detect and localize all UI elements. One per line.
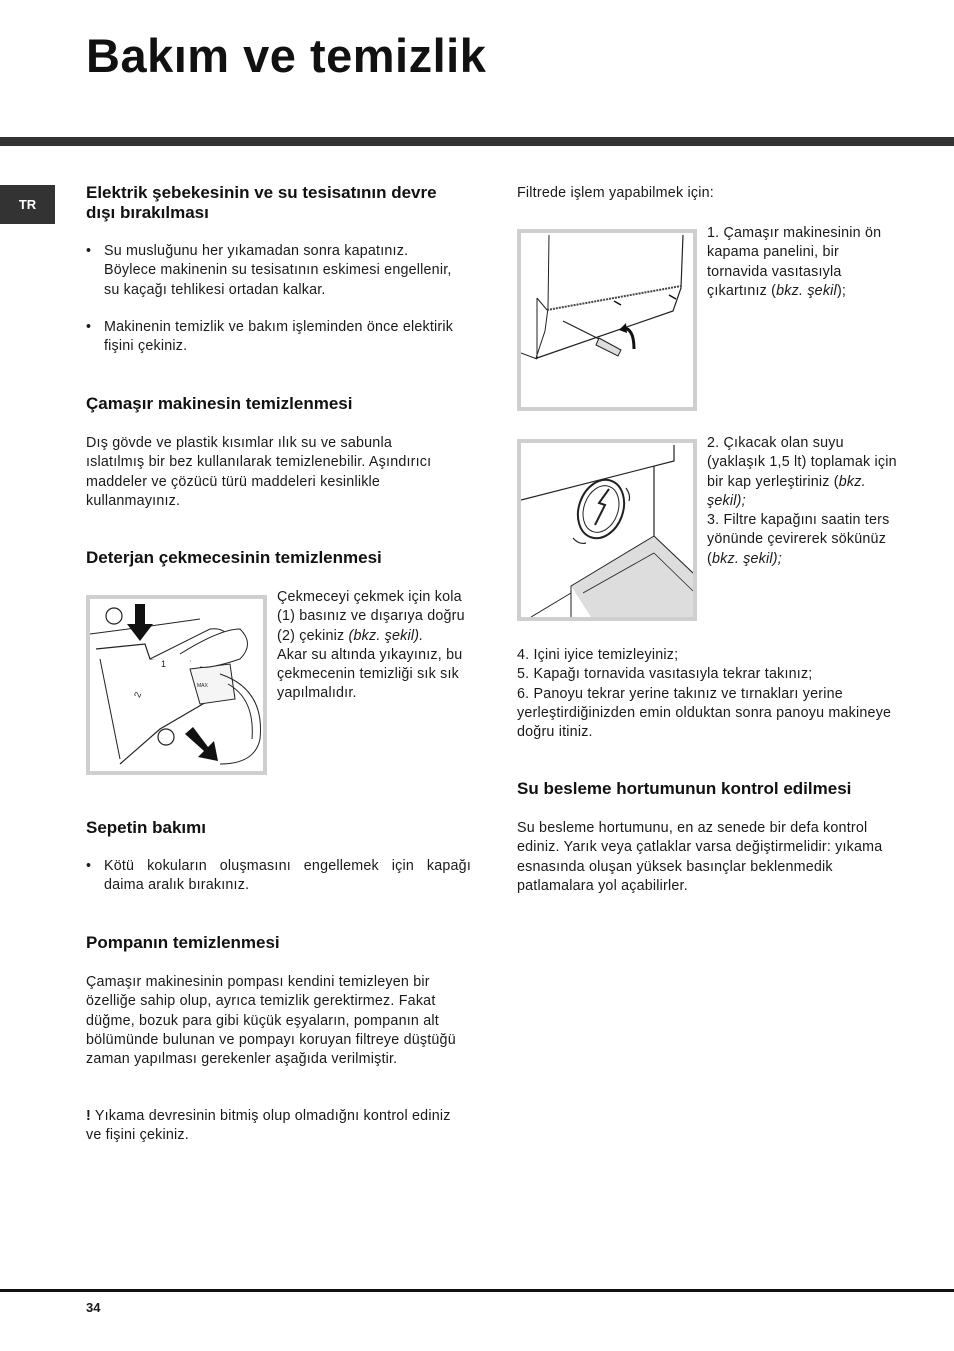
section-heading-pump-cleaning: Pompanın temizlenmesi bbox=[86, 933, 280, 952]
warning-icon: ! bbox=[86, 1108, 91, 1124]
figure-reference: bkz. şekil bbox=[776, 282, 837, 299]
step-6: 6. Panoyu tekrar yerine takınız ve tırnakları yerine yerleştirdiğinizden emin olduktan sonra panoyu makineye doğru itiniz. bbox=[517, 685, 892, 741]
step-1-text: 1. Çamaşır makinesinin ön kapama panelini, bir tornavida vasıtasıyla çıkartınız (bkz. şekil); bbox=[707, 225, 882, 299]
hose-check-text: Su besleme hortumunu, en az senede bir defa kontrol ediniz. Yarık veya çatlaklar varsa değiştirmelidir: yıkama esnasında oluşan yüksek basınçlar beklenmedik patlamalara yol açabilirler. bbox=[517, 820, 883, 894]
figure-reference: bkz. şekil bbox=[707, 473, 866, 509]
detergent-drawer-figure bbox=[86, 595, 267, 775]
list-item: • Makinenin temizlik ve bakım işleminden önce elektirik fişini çekiniz. bbox=[86, 318, 456, 357]
figure-reference: (bkz. şekil). bbox=[348, 627, 424, 644]
filter-cap-illustration bbox=[521, 443, 693, 617]
steps-4-6 bbox=[517, 646, 897, 742]
front-panel-illustration bbox=[521, 233, 693, 407]
filter-intro: Filtrede işlem yapabilmek için: bbox=[517, 185, 714, 201]
page-title: Bakım ve temizlik bbox=[86, 29, 487, 82]
pump-cleaning-text: Çamaşır makinesinin pompası kendini temizleyen bir özelliğe sahip olup, ayrıca temizlik gerektirmez. Fakat düğme, bozuk para gibi küçük eşyaların, pompanın alt bölümünde bulunan ve pompayı koruyan filtreye düştüğü zaman yapılması gerekenler aşağıda verilmiştir. bbox=[86, 974, 456, 1068]
section-heading-drum-care: Sepetin bakımı bbox=[86, 818, 206, 837]
front-panel-figure bbox=[517, 229, 697, 411]
figure-label-max: MAX bbox=[197, 683, 208, 689]
filter-cap-figure bbox=[517, 439, 697, 621]
drum-care-list bbox=[86, 857, 471, 896]
figure-label-2: 2 bbox=[132, 690, 144, 699]
figure-label-1: 1 bbox=[161, 659, 167, 669]
step-5: 5. Kapağı tornavida vasıtasıyla tekrar takınız; bbox=[517, 666, 813, 683]
machine-cleaning-text: Dış gövde ve plastik kısımlar ılık su ve sabunla ıslatılmış bir bez kullanılarak temizlenebilir. Aşındırıcı maddeler ve çözücü türü maddeleri kesinlikle kullanmayınız. bbox=[86, 435, 432, 509]
step-2-3-text: 2. Çıkacak olan suyu (yaklaşık 1,5 lt) toplamak için bir kap yerleştiriniz (bkz. şekil); 3. Filtre kapağını saatin ters yönünde çevirerek sökünüz (bkz. şekil); bbox=[707, 435, 897, 567]
language-tab: TR bbox=[0, 185, 55, 224]
section-heading-power-water: Elektrik şebekesinin ve su tesisatının devre dışı bırakılması bbox=[86, 183, 437, 222]
detergent-drawer-illustration bbox=[90, 599, 263, 771]
figure-reference: bkz. şekil bbox=[711, 550, 773, 567]
header-divider bbox=[0, 137, 954, 146]
step-4: 4. Içini iyice temizleyiniz; bbox=[517, 647, 679, 663]
pump-warning: ! Yıkama devresinin bitmiş olup olmadığnı kontrol ediniz ve fişini çekiniz. bbox=[86, 1108, 451, 1144]
detergent-drawer-text: Çekmeceyi çekmek için kola (1) basınız ve dışarıya doğru (2) çekiniz (bkz. şekil). Akar su altında yıkayınız, bu çekmecenin temizliği sık sık yapılmalıdır. bbox=[277, 589, 465, 702]
power-water-list bbox=[86, 242, 456, 356]
page-number: 34 bbox=[86, 1300, 101, 1315]
list-item: • Kötü kokuların oluşmasını engellemek için kapağı daima aralık bırakınız. bbox=[86, 857, 471, 896]
list-item: • Su musluğunu her yıkamadan sonra kapatınız. Böylece makinenin su tesisatının eskimesi engellenir, su kaçağı tehlikesi ortadan kalkar. bbox=[86, 242, 456, 300]
footer-divider bbox=[0, 1289, 954, 1292]
section-heading-detergent-drawer: Deterjan çekmecesinin temizlenmesi bbox=[86, 548, 382, 567]
section-heading-machine-cleaning: Çamaşır makinesin temizlenmesi bbox=[86, 394, 353, 413]
section-heading-hose-check: Su besleme hortumunun kontrol edilmesi bbox=[517, 779, 852, 798]
